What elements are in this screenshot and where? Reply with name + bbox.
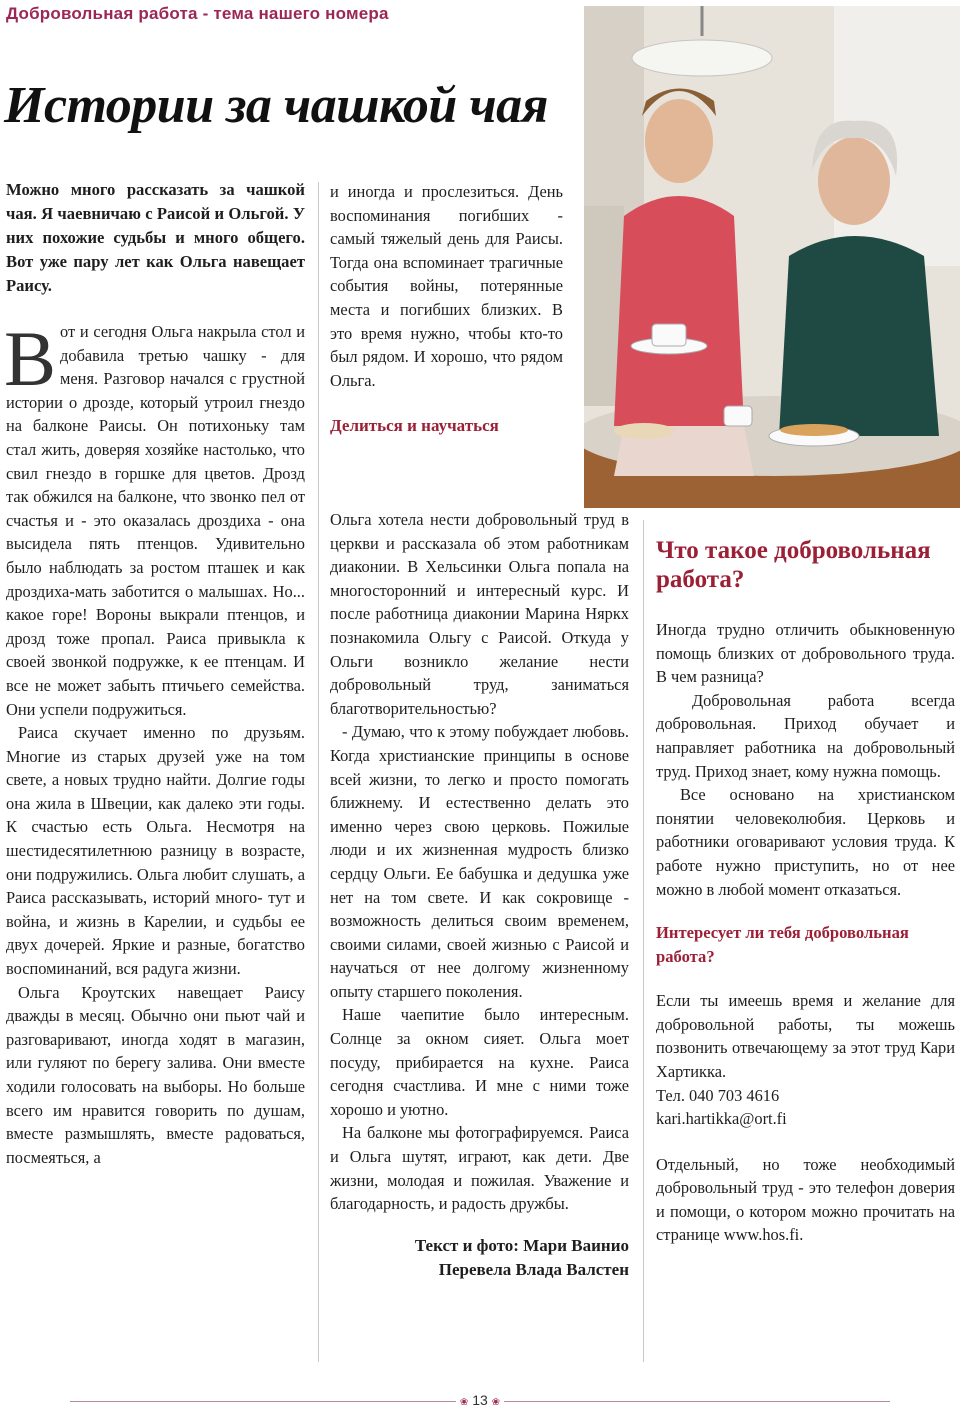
article-photo: [584, 6, 960, 508]
column-divider: [643, 520, 644, 1362]
kitchen-photo-illustration: [584, 6, 960, 508]
article-paragraph: [4, 315, 305, 721]
sidebar-email-link[interactable]: kari.hartikka@ort.fi: [656, 1109, 787, 1129]
article-credit: [330, 1234, 629, 1282]
article-paragraph-text: от и сегодня Ольга накрыла стол и добавила третью чашку - для меня. Разговор начался с грустной истории о дрозде, который утроил гнездо на балконе Раисы. Он потихоньку там стал жить, доверяя хозяйке настолько, что свил гнездо в горшке для цветов. Дрозд так обжился на балконе, что звонко пел от счастья и - это оказалась дроздиха - она высидела пять птенцов. Удивительно было наблюдать за ростом пташек и как дроздиха-мать заботится о малышах. Но... какое горе! Вороны выкрали птенцов, и дрозд тоже пропал. Раиса привыкла к своей звонкой подружке, к ее птенцам. И все не может забыть птичьего семейства. Они успели подружиться.: [6, 322, 305, 719]
sidebar-paragraph: Иногда трудно отличить обыкновенную помощь близких от добровольного труда. В чем разница?: [656, 620, 955, 687]
sidebar-paragraph: Добровольная работа всегда добровольная. Приход обучает и направляет работника на добровольный труд. Приход знает, кому нужна помощь.: [656, 690, 955, 781]
article-paragraph: На балконе мы фотографируемся. Раиса и Ольга шутят, играют, как дети. Две жизни, молодая и пожилая. Уважение и благодарность, и радость дружбы.: [330, 1123, 629, 1214]
sidebar-question: Интересует ли тебя добровольная работа?: [656, 923, 909, 967]
sidebar-column: [656, 618, 955, 1247]
article-lead: Можно много рассказать за чашкой чая. Я чаевничаю с Раисой и Ольгой. У них похожие судьбы и много общего. Вот уже пару лет как Ольга навещает Раису.: [6, 180, 305, 295]
sidebar-paragraph: Все основано на христианском понятии человеколюбия. Церковь и работники оговаривают условия труда. К работе нужно приступить, но от нее можно в любой момент отказаться.: [656, 785, 955, 899]
article-subheading: Делиться и научаться: [330, 416, 499, 436]
article-paragraph: Ольга хотела нести добровольный труд в церкви и рассказала об этом работникам диаконии. В Хельсинки Ольга попала на многосторонний и интересный курс. И после работница диаконии Марина Няркх познакомила Ольгу с Раисой. Откуда у Ольги возникло желание нести добровольный труд, заниматься благотворительностью?: [330, 510, 629, 718]
article-paragraph: и иногда и прослезиться. День воспоминания погибших - самый тяжелый день для Раисы. Тогда она вспоминает трагичные события войны, потерянные места и погибших близких. В это время нужно, чтобы кто-то был рядом. И хорошо, что рядом Ольга.: [330, 182, 563, 390]
article-paragraph: Ольга Кроутских навещает Раису дважды в месяц. Обычно они пьют чай и разговаривают, иногда ходят в магазин, или гуляют по берегу залива. Они вместе ходили голосовать на выборы. Но больше всего им нравится говорить по душам, вместе размышлять, вместе радоваться, посмеяться, а: [6, 982, 305, 1167]
sidebar-paragraph: Если ты имеешь время и желание для добровольной работы, ты можешь позвонить отвечающему за этот труд Кари Хартикка.: [656, 991, 955, 1081]
article-paragraph: Наше чаепитие было интересным. Солнце за окном сияет. Ольга моет посуду, прибирается на кухне. Раиса сегодня счастлива. И мне с ними тоже хорошо и уютно.: [330, 1005, 629, 1119]
sidebar-title: Что такое добровольная работа?: [656, 537, 931, 593]
sidebar-paragraph: Отдельный, но тоже необходимый добровольный труд - это телефон доверия и помощи, о котором можно прочитать на странице www.hos.fi.: [656, 1154, 955, 1245]
article-column-2-bottom: [330, 508, 629, 1282]
article-column-2-top: [330, 180, 563, 464]
sidebar-phone: Тел. 040 703 4616: [656, 1085, 780, 1105]
article-paragraph: - Думаю, что к этому побуждает любовь. Когда христианские принципы в основе всей жизни, то легко и просто помогать ближнему. И естественно делать это именно через свою церковь. Пожилые люди и их жизненная мудрость близко сердцу Ольги. Ее бабушка и дедушка уже нет на том свете. И как сокровище - возможность делиться своим временем, своими силами, своей жизнью с Раисой и научаться от нее долгому жизненному опыту старшего поколения.: [330, 722, 629, 1001]
credit-author: Текст и фото: Мари Ваинио: [414, 1235, 629, 1255]
column-divider: [318, 182, 319, 1362]
article-title: Истории за чашкой чая: [4, 77, 548, 134]
article-paragraph: Раиса скучает именно по друзьям. Многие из старых друзей уже на том свете, а новых трудно найти. Долгие годы она жила в Швеции, как далеко эти годы. К счастью есть Ольга. Несмотря на шестидесятилетнюю разницу в возрасте, они подружились. Ольга любит слушать, а Раиса рассказывать, историй много- тут и война, и жизнь в Карелии, и судьбы ее двух дочерей. Яркие и разные, богатство воспоминаний, вся радуга жизни.: [6, 723, 305, 979]
page-number-text: 13: [472, 1392, 488, 1408]
section-header: Добровольная работа - тема нашего номера: [6, 4, 389, 23]
credit-translator: Перевела Влада Валстен: [438, 1259, 629, 1279]
page-number: [457, 1392, 503, 1408]
ornament-icon: ❀: [459, 1397, 469, 1408]
footer-rule-left: [70, 1401, 456, 1402]
footer-rule-right: [504, 1401, 890, 1402]
ornament-icon: ❀: [491, 1397, 501, 1408]
drop-cap: В: [4, 315, 57, 402]
article-column-1: [6, 178, 305, 1169]
